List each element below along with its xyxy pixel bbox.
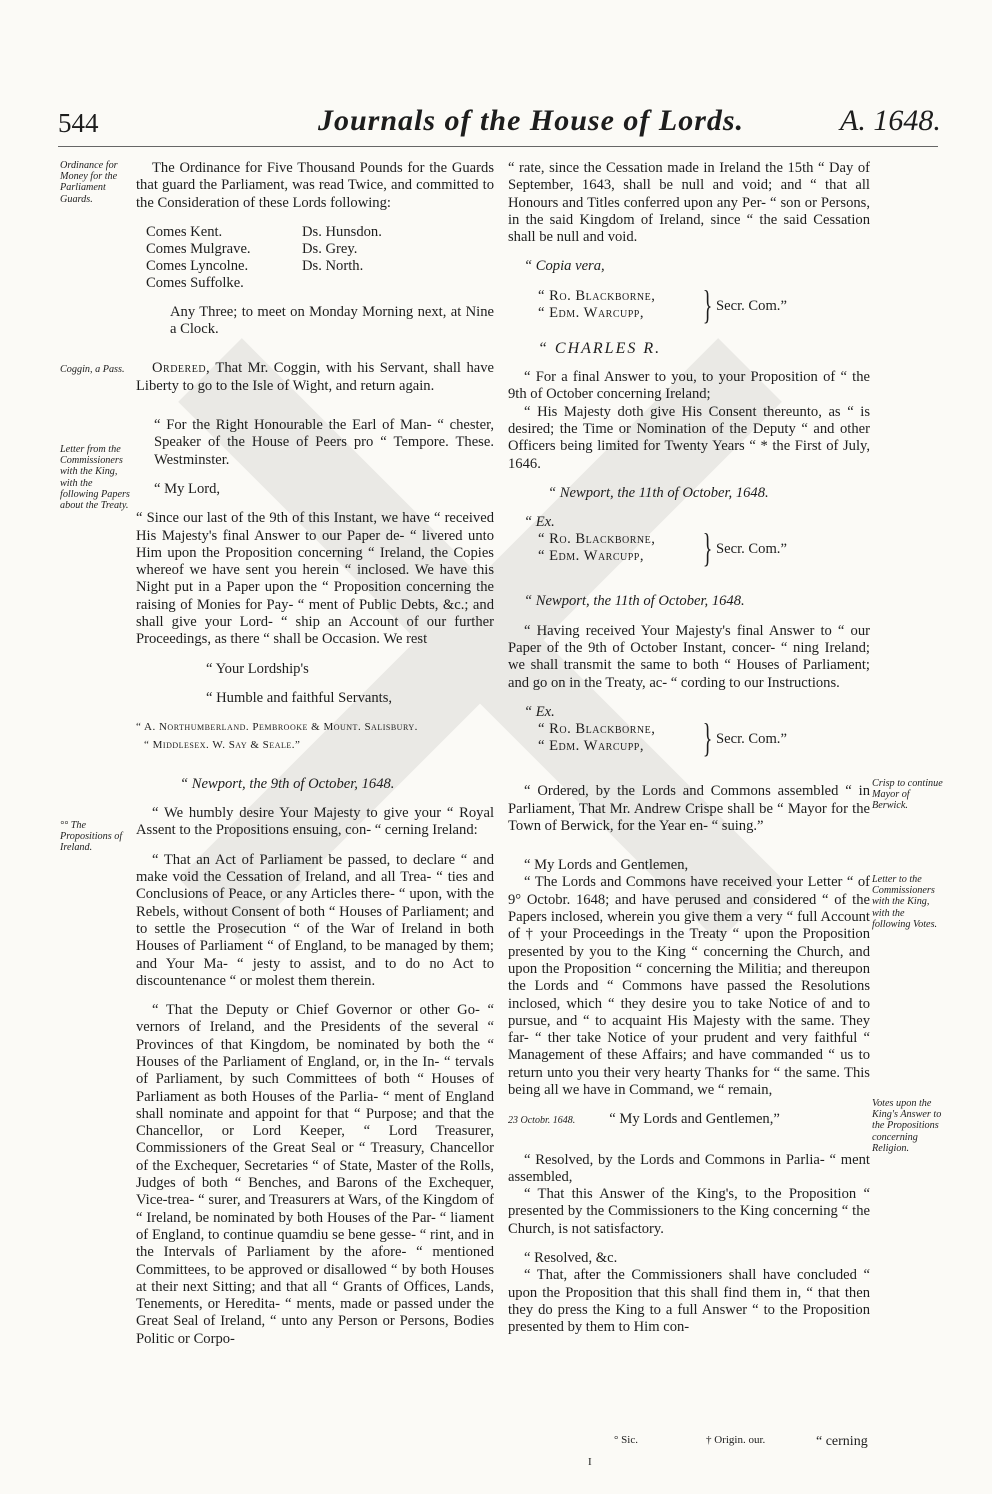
letter-salutation: “ My Lord, <box>154 480 221 497</box>
page-number: 544 <box>58 108 99 138</box>
margin-note-letter: Letter from the Commissioners with the King, with the following Papers about the Treaty. <box>60 444 130 512</box>
brace-glyph: } <box>702 715 713 761</box>
letter-address: “ For the Right Honourable the Earl of Man- “ chester, Speaker of the House of Peers pro “ Tempore. These. Westminster. <box>154 417 494 468</box>
secretary-name: “ Edm. Warcupp, <box>538 738 645 755</box>
lord-name: Comes Lyncolne. <box>146 257 249 274</box>
signature-mark: I <box>588 1456 592 1468</box>
page-year: A. 1648. <box>840 104 941 137</box>
margin-note-coggin: Coggin, a Pass. <box>60 364 125 375</box>
having-received-paragraph: “ Having received Your Majesty's final Answer to “ our Paper of the 9th of October Instant, concer- “ ning Ireland; we shall transmit the same to both “ Houses of Parliament; and go on in the Treaty, ac- “ cording to our Instructions. <box>508 622 870 691</box>
lord-name: Ds. Hunsdon. <box>302 223 382 240</box>
margin-note-ordinance: Ordinance for Money for the Parliament Guards. <box>60 160 118 205</box>
margin-note-letter-to: Letter to the Commissioners with the King, with the following Votes. <box>872 874 938 930</box>
secr-com-label: Secr. Com.” <box>716 731 787 748</box>
secr-com-label: Secr. Com.” <box>716 297 787 314</box>
ordered-coggin-paragraph <box>136 360 494 395</box>
ordered-coggin-text: That Mr. Coggin, with his Servant, shall have Liberty to go to the Isle of Wight, and return again. <box>136 360 494 394</box>
dateline-newport-11b: “ Newport, the 11th of October, 1648. <box>524 593 745 610</box>
margin-note-propositions: °° The Propositions of Ireland. <box>60 820 123 854</box>
secretaries-block-3 <box>538 715 870 761</box>
consent-paragraph: “ His Majesty doth give His Consent thereunto, as “ is desired; the Time or Nomination of the Deputy “ and other Officers being limited for Twenty Years “ * the First of July, 1646. <box>508 403 870 472</box>
secretary-names <box>538 531 655 565</box>
humbly-desire-paragraph: “ We humbly desire Your Majesty to give your “ Royal Assent to the Propositions ensuing, con- “ cerning Ireland: <box>136 805 494 839</box>
footnote-origin: † Origin. our. <box>706 1434 766 1446</box>
secretary-name: “ Ro. Blackborne, <box>538 287 656 304</box>
catchword: “ cerning <box>816 1434 868 1449</box>
ex-mark-1: “ Ex. <box>524 514 555 531</box>
footnote-sic: ° Sic. <box>614 1434 638 1446</box>
my-lords-salutation: “ My Lords and Gentlemen, <box>524 857 689 874</box>
dateline-newport-9: “ Newport, the 9th of October, 1648. <box>180 775 395 792</box>
act-paragraph: “ That an Act of Parliament be passed, to declare “ and make void the Cessation of Ireland, and all Trea- “ ties and Conclusions of Peace, or any Articles there- “ upon, with the Rebels, without Consent of both “ Houses of Parliament; and to settle the Prosecution “ of the War of Ireland in both Houses of Parliament “ of England, to be managed by them; and Your Ma- “ jesty to assist, and to do no Act to discountenance “ or molest them therein. <box>136 851 494 989</box>
secr-com-label: Secr. Com.” <box>716 541 787 558</box>
page-title: Journals of the House of Lords. <box>318 104 745 137</box>
after-paragraph: “ That, after the Commissioners shall have concluded “ upon the Proposition that this shall find them in, “ that then they do press the King to a full Answer “ to the Proposition presented by them to Him con- <box>508 1267 870 1336</box>
ex-mark-2: “ Ex. <box>524 703 555 720</box>
brace-glyph: } <box>702 281 713 327</box>
letter-closing: “ Your Lordship's <box>206 660 309 677</box>
lords-list-left <box>146 224 302 292</box>
continuation-paragraph: “ rate, since the Cessation made in Ireland the 15th “ Day of September, 1643, shall be null and void; and “ that all Honours and Titles conferred upon any Per- “ son or Persons, in the said Kingdom of Ireland, since “ the said Cessation shall be null and void. <box>508 160 870 246</box>
letter-body: “ Since our last of the 9th of this Instant, we have “ received His Majesty's final Answer to our Paper de- “ livered unto Him upon the Proposition concerning “ Ireland, the Copies whereof we have sent you herein “ inclosed. We have this Night put in a Paper upon the “ Proposition concerning the raising of Monies for Pay- “ ment of Public Debts, &c.; and shall give your Lord- “ ship an Account of our further Proceedings, as there “ shall be Occasion. We rest <box>136 510 494 648</box>
left-column <box>136 160 494 1348</box>
letter-humble: “ Humble and faithful Servants, <box>206 689 393 706</box>
lord-name: Ds. Grey. <box>302 240 358 257</box>
lord-name: Comes Kent. <box>146 223 223 240</box>
small-date: 23 Octobr. 1648. <box>508 1115 576 1127</box>
lords-list <box>146 224 494 292</box>
secretary-names <box>538 288 655 322</box>
brace-glyph: } <box>702 525 713 571</box>
resolved-paragraph-1: “ Resolved, by the Lords and Commons in Parlia- “ ment assembled, <box>508 1151 870 1185</box>
margin-note-votes: Votes upon the King's Answer to the Propositions concerning Religion. <box>872 1098 942 1154</box>
dateline-newport-11a: “ Newport, the 11th of October, 1648. <box>548 484 769 501</box>
deputy-paragraph: “ That the Deputy or Chief Governor or other Go- “ vernors of Ireland, and the Presidents of the several “ Provinces of that Kingdom, be nominated by both the “ Houses of the Parliament of England, or, in the In- “ tervals of Parliament, by such Committees of both “ Houses of Parliament as both Houses of the Parlia- “ ment of England shall nominate and appoint for that “ Purpose; and that the Chancellor, or Lord Keeper, “ Lord Treasurer, Commissioners of the Great Seal or “ Treasury, Chancellor of the Exchequer, Secretaries “ of State, Master of the Rolls, Judges of both “ Benches, and Barons of the Exchequer, Vice-trea- “ surer, and Treasurers at Wars, of the Kingdom of “ Ireland, be nominated by both Houses of the Par- “ liament of England, to continue quamdiu se bene gesse- “ rint, and in the Intervals of Parliament by the afore- “ mentioned Committees, to be approved or disallowed “ by both Houses at their next Sitting; and that all “ Grants of Offices, Lands, Tenements, or Heredita- “ ments, made or passed under the Great Seal of Ireland, “ unto any Person or Persons, Bodies Politic or Corpo- <box>136 1002 494 1347</box>
closing-line <box>508 1111 870 1129</box>
resolved-paragraph-2: “ Resolved, &c. <box>524 1250 618 1267</box>
meeting-note: Any Three; to meet on Monday Morning next, at Nine a Clock. <box>170 303 494 338</box>
lords-list-right <box>302 224 458 292</box>
secretary-name: “ Ro. Blackborne, <box>538 531 656 548</box>
ordered-crispe-paragraph: “ Ordered, by the Lords and Commons assembled “ in Parliament, That Mr. Andrew Crispe shall be “ Mayor for the Town of Berwick, for the Year en- “ suing.” <box>508 783 870 834</box>
lord-name: Ds. North. <box>302 257 364 274</box>
signatories-line-1: “ A. Northumberland. Pembrooke & Mount. Salisbury. <box>136 721 418 734</box>
header-rule <box>58 146 938 147</box>
ordinance-paragraph: The Ordinance for Five Thousand Pounds for the Guards that guard the Parliament, was read Twice, and committed to the Consideration of these Lords following: <box>136 160 494 211</box>
answer-not-satisfactory: “ That this Answer of the King's, to the Proposition “ presented by the Commissioners to the King concerning “ the Church, is not satisfactory. <box>508 1186 870 1237</box>
secretary-name: “ Edm. Warcupp, <box>538 548 645 565</box>
final-answer-paragraph: “ For a final Answer to you, to your Proposition of “ the 9th of October concerning Ireland; <box>508 369 870 403</box>
secretaries-block-2 <box>538 525 870 571</box>
secretary-names <box>538 721 655 755</box>
lord-name: Comes Suffolke. <box>146 274 244 291</box>
secretary-name: “ Ro. Blackborne, <box>538 721 656 738</box>
secretary-name: “ Edm. Warcupp, <box>538 304 645 321</box>
copia-vera: “ Copia vera, <box>524 258 605 275</box>
secretaries-block-1 <box>538 281 870 328</box>
right-column <box>508 160 870 1337</box>
my-lords-closing: “ My Lords and Gentlemen,” <box>609 1111 780 1128</box>
lords-commons-paragraph: “ The Lords and Commons have received your Letter “ of 9° Octobr. 1648; and have perused and considered “ of the Papers inclosed, wherein you give them a very “ full Account of † your Proceedings in the Treaty “ upon the Proposition presented by you to the King “ concerning the Church, and upon the Proposition “ concerning the Militia; and thereupon the Lords and “ Commons have passed the Resolutions inclosed, which “ they desire you to take Notice of and to pursue, and “ to acquaint His Majesty with the same. They far- “ ther take Notice of your prudent and very faithful “ Management of these Affairs; and have commanded “ us to return unto you their very hearty Thanks for “ the same. This being all we have in Command, we “ remain, <box>508 874 870 1098</box>
margin-note-crisp: Crisp to continue Mayor of Berwick. <box>872 778 943 812</box>
signatories-line-2: “ Middlesex. W. Say & Seale.” <box>144 738 301 751</box>
ordered-word: Ordered, <box>152 360 211 377</box>
charles-signature: “ CHARLES R. <box>538 339 662 357</box>
lord-name: Comes Mulgrave. <box>146 240 251 257</box>
